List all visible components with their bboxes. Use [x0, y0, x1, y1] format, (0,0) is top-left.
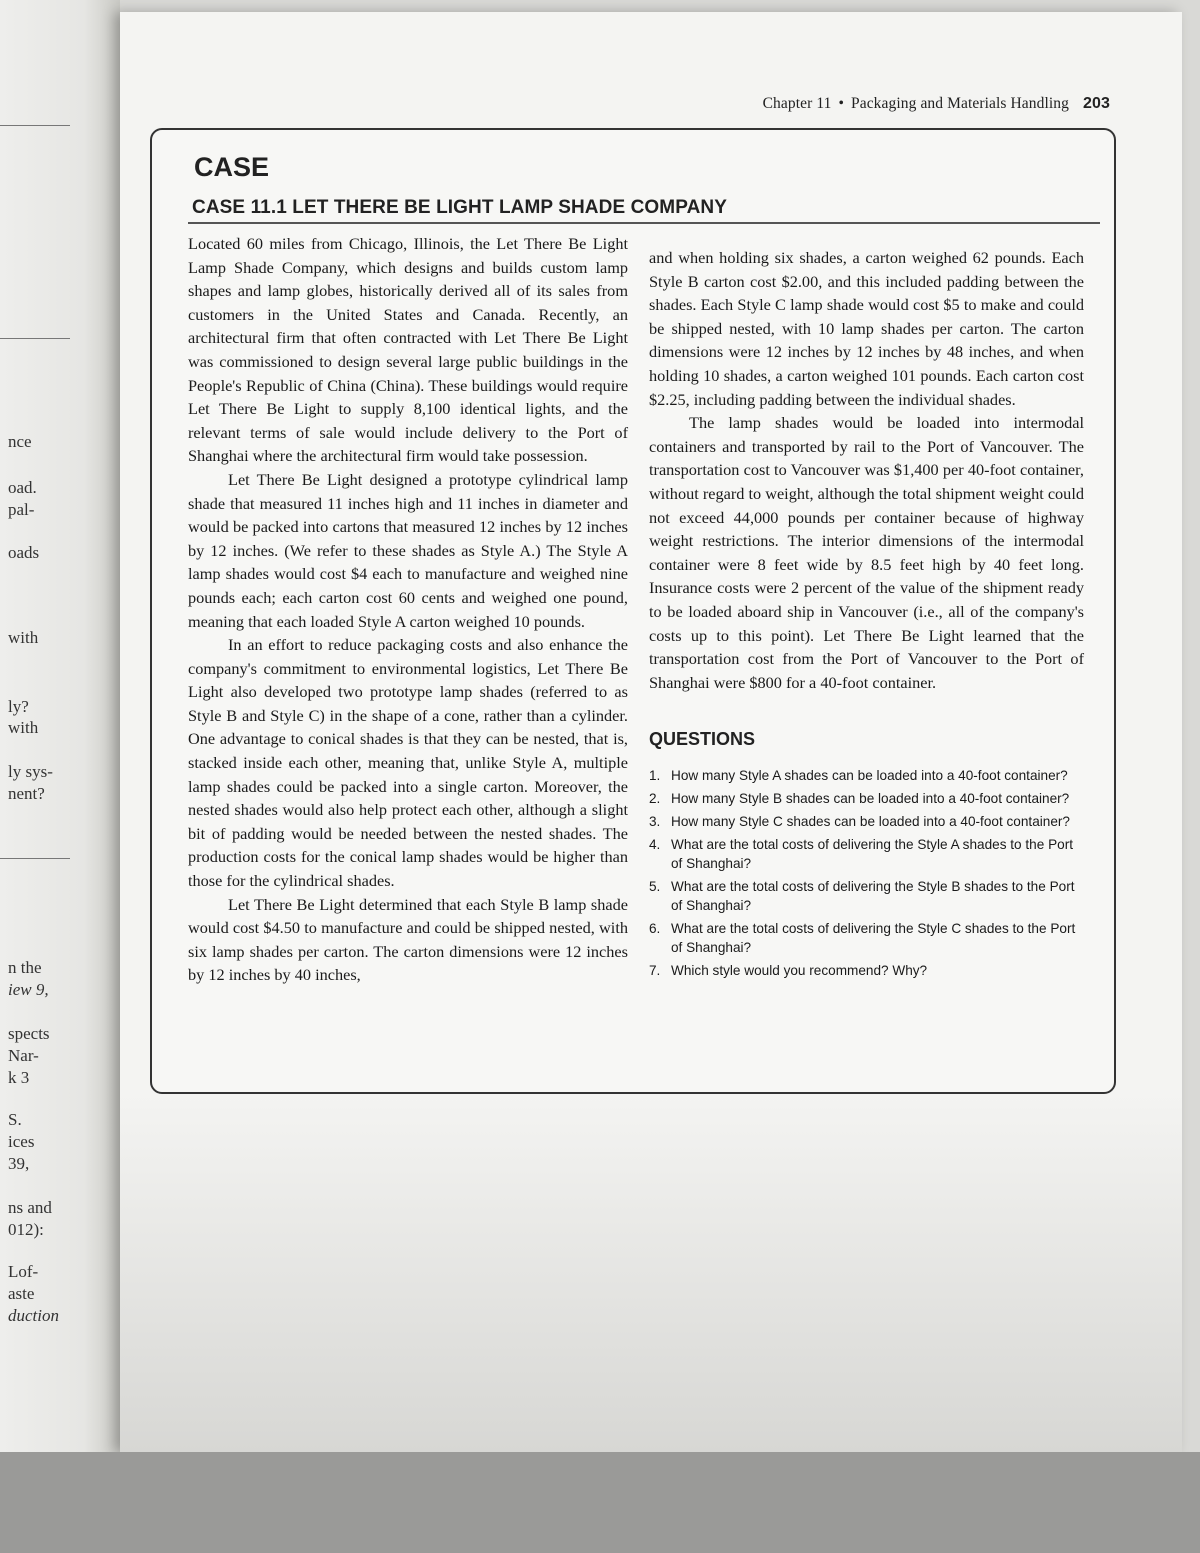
question-number: 1.: [649, 767, 661, 783]
question-text: How many Style C shades can be loaded into a 40-foot container?: [671, 813, 1070, 829]
question-text: How many Style B shades can be loaded into a 40-foot container?: [671, 790, 1070, 806]
question-number: 7.: [649, 962, 661, 978]
page-number: 203: [1083, 95, 1110, 112]
question-text: How many Style A shades can be loaded into a 40-foot container?: [671, 767, 1068, 783]
scan-background: [0, 1452, 1200, 1553]
gutter-text-fragment: Lof-: [8, 1262, 39, 1281]
question-number: 4.: [649, 836, 661, 852]
gutter-rule: [0, 125, 70, 126]
case-paragraph: In an effort to reduce packaging costs and also enhance the company's commitment to environmental logistics, Let There Be Light also developed two prototype lamp shades (referred to as Style B and Style C) in the shape of a cone, rather than a cylinder. One advantage to conical shades is that they can be nested, that is, stacked inside each other, meaning that, unlike Style A, multiple lamp shades could be packed into a single carton. Moreover, the nested shades would also help protect each other, although a slight bit of padding would be needed between the nested shades. The production costs for the conical lamp shades would be higher than those for the cylindrical shades.: [188, 635, 628, 891]
bullet-separator: •: [838, 95, 844, 112]
case-text-right-column: [649, 246, 1084, 984]
case-paragraph: Let There Be Light designed a prototype cylindrical lamp shade that measured 11 inches high and 11 inches in diameter and would be packed into cartons that measured 12 inches by 12 inches by 12 inches. (We refer to these shades as Style A.) The Style A lamp shades would cost $4 each to manufacture and weighed nine pounds each; each carton cost 60 cents and weighed one pound, meaning that each loaded Style A carton weighed 10 pounds.: [188, 469, 628, 631]
gutter-text-fragment: oad.: [8, 478, 37, 497]
question-item: [649, 877, 1084, 915]
chapter-label: Chapter 11: [762, 95, 832, 112]
question-item: [649, 812, 1084, 831]
case-text-left-column: [188, 232, 628, 987]
case-title: CASE 11.1 LET THERE BE LIGHT LAMP SHADE COMPANY: [192, 197, 728, 218]
gutter-text-fragment: Nar-: [8, 1046, 39, 1065]
gutter-text-fragment: 012):: [8, 1220, 44, 1239]
gutter-text-fragment: ly sys-: [8, 762, 53, 781]
gutter-text-fragment: ns and: [8, 1198, 52, 1217]
gutter-text-fragment: n the: [8, 958, 42, 977]
gutter-text-fragment: with: [8, 718, 39, 737]
question-text: What are the total costs of delivering the Style B shades to the Port of Shanghai?: [671, 878, 1075, 913]
gutter-text-fragment: spects: [8, 1024, 50, 1043]
gutter-rule: [0, 858, 70, 859]
title-divider: [188, 222, 1100, 224]
case-paragraph: The lamp shades would be loaded into intermodal containers and transported by rail to the Port of Vancouver. The transportation cost to Vancouver was $1,400 per 40-foot container, without regard to weight, although the total shipment weight could not exceed 44,000 pounds per container because of highway weight restrictions. The interior dimensions of the intermodal container were 8 feet wide by 8.5 feet high by 40 feet long. Insurance costs were 2 percent of the value of the shipment ready to be loaded aboard ship in Vancouver (i.e., all of the company's costs up to this point). Let There Be Light learned that the transportation cost from the Port of Vancouver to the Port of Shanghai were $800 for a 40-foot container.: [649, 413, 1084, 692]
question-item: [649, 961, 1084, 980]
question-item: [649, 789, 1084, 808]
gutter-text-fragment: with: [8, 628, 39, 647]
questions-heading: QUESTIONS: [649, 729, 756, 750]
case-study-box: [150, 128, 1116, 1094]
questions-list: [649, 766, 1084, 980]
gutter-text-fragment: duction: [8, 1306, 59, 1325]
adjacent-page-edge: [0, 0, 120, 1553]
question-text: What are the total costs of delivering the Style C shades to the Port of Shanghai?: [671, 920, 1076, 955]
case-paragraph: Located 60 miles from Chicago, Illinois, the Let There Be Light Lamp Shade Company, which designs and builds custom lamp shapes and lamp globes, historically derived all of its sales from customers in the United States and Canada. Recently, an architectural firm that often contracted with Let There Be Light was commissioned to design several large public buildings in the People's Republic of China (China). These buildings would require Let There Be Light to supply 8,100 identical lights, and the relevant terms of sale would include delivery to the Port of Shanghai where the architectural firm would take possession.: [188, 234, 628, 466]
gutter-text-fragment: ices: [8, 1132, 35, 1151]
question-text: What are the total costs of delivering the Style A shades to the Port of Shanghai?: [671, 836, 1073, 871]
gutter-text-fragment: k 3: [8, 1068, 30, 1087]
question-number: 6.: [649, 920, 661, 936]
question-text: Which style would you recommend? Why?: [671, 962, 928, 978]
question-item: [649, 766, 1084, 785]
question-number: 5.: [649, 878, 661, 894]
case-paragraph: Let There Be Light determined that each Style B lamp shade would cost $4.50 to manufacture and could be shipped nested, with six lamp shades per carton. The carton dimensions were 12 inches by 12 inches by 40 inches,: [188, 894, 628, 985]
gutter-text-fragment: nent?: [8, 784, 45, 803]
gutter-text-fragment: pal-: [8, 500, 35, 519]
gutter-text-fragment: ly?: [8, 697, 29, 716]
gutter-text-fragment: S.: [8, 1110, 22, 1129]
question-item: [649, 835, 1084, 873]
gutter-text-fragment: aste: [8, 1284, 35, 1303]
gutter-rule: [0, 338, 70, 339]
section-label: Packaging and Materials Handling: [851, 95, 1069, 112]
case-label: CASE: [194, 152, 270, 182]
gutter-text-fragment: nce: [8, 432, 32, 451]
case-paragraph: and when holding six shades, a carton weighed 62 pounds. Each Style B carton cost $2.00, and this included padding between the shades. Each Style C lamp shade would cost $5 to make and could be shipped nested, with 10 lamp shades per carton. The carton dimensions were 12 inches by 12 inches by 48 inches, and when holding 10 shades, a carton weighed 101 pounds. Each carton cost $2.25, including padding between the individual shades.: [649, 248, 1084, 409]
question-item: [649, 919, 1084, 957]
gutter-text-fragment: 39,: [8, 1154, 30, 1173]
gutter-text-fragment: iew 9,: [8, 980, 49, 999]
running-head: [763, 95, 1110, 113]
gutter-text-fragment: oads: [8, 543, 40, 562]
question-number: 2.: [649, 790, 661, 806]
question-number: 3.: [649, 813, 661, 829]
